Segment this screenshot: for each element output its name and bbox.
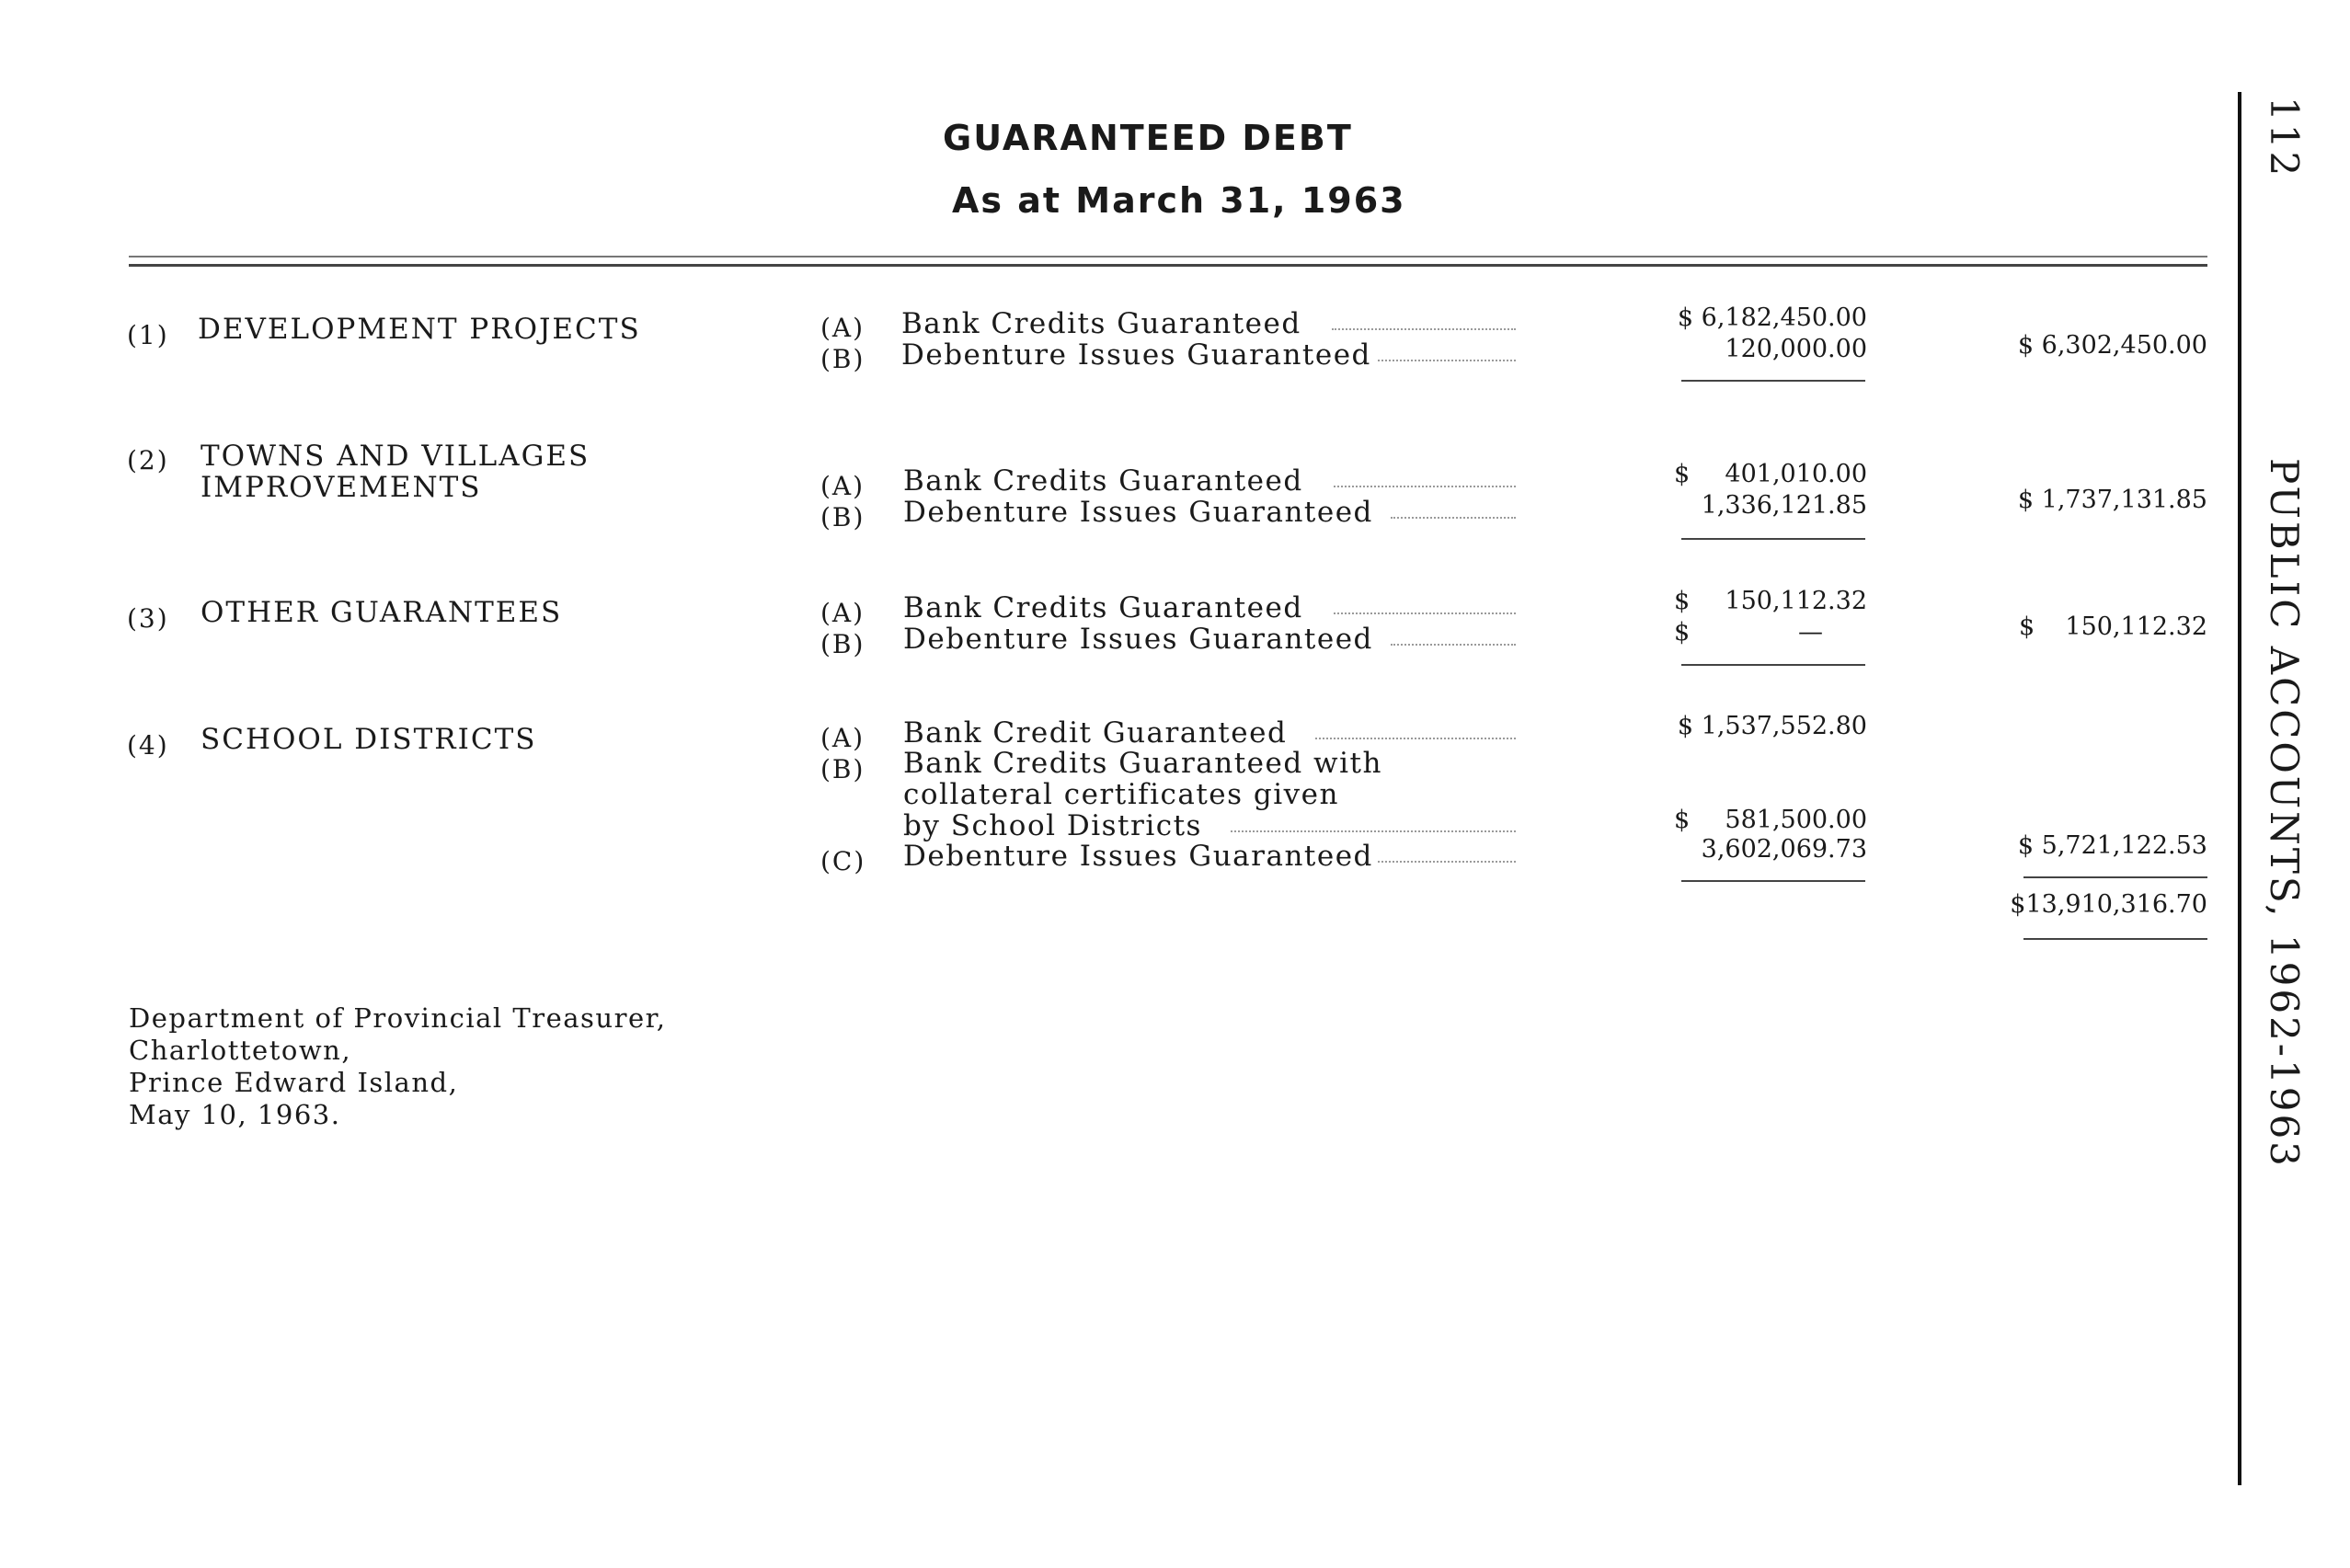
section-2-name-line1: TOWNS AND VILLAGES (201, 440, 590, 473)
item-text: Bank Credit Guaranteed (903, 716, 1288, 750)
section-1-number: (1) (127, 320, 169, 350)
item-amount: 1,336,121.85 (1701, 491, 1867, 520)
leader-dots (1231, 830, 1516, 832)
grand-total-rule-bottom (2023, 938, 2207, 940)
leader-dots (1391, 644, 1516, 646)
subtotal-rule (1681, 664, 1865, 666)
header-rule-top (129, 256, 2207, 258)
item-text: Debenture Issues Guaranteed (901, 338, 1371, 372)
item-amount: 3,602,069.73 (1701, 835, 1867, 864)
section-3-number: (3) (127, 603, 169, 634)
item-amount: 120,000.00 (1725, 335, 1867, 363)
item-label: (B) (820, 502, 865, 532)
item-amount: 150,112.32 (1725, 587, 1867, 615)
item-label: (B) (820, 754, 865, 784)
item-text: Debenture Issues Guaranteed (903, 623, 1373, 656)
item-text-line3: by School Districts (903, 809, 1202, 842)
item-label: (A) (820, 598, 865, 628)
item-text-line1: Bank Credits Guaranteed with (903, 747, 1382, 780)
section-1-name: DEVELOPMENT PROJECTS (198, 313, 641, 346)
footer-line-1: Department of Provincial Treasurer, (129, 1002, 667, 1034)
subtotal-rule (1681, 380, 1865, 382)
page-number: 112 (2262, 97, 2307, 179)
item-amount-sign: $ (1674, 806, 1691, 834)
leader-dots (1334, 612, 1516, 614)
item-text: Bank Credits Guaranteed (903, 464, 1303, 498)
section-total: $ 5,721,122.53 (2017, 831, 2207, 860)
item-amount-sign: $ (1674, 460, 1691, 488)
leader-dots (1315, 738, 1516, 739)
item-label: (A) (820, 471, 865, 501)
leader-dots (1334, 486, 1516, 487)
section-total: $ 6,302,450.00 (2017, 331, 2207, 360)
item-label: (B) (820, 629, 865, 659)
running-title: PUBLIC ACCOUNTS, 1962-1963 (2262, 458, 2307, 1169)
margin-rule (2238, 92, 2241, 1485)
grand-total-rule-top (2023, 876, 2207, 878)
footer-line-4: May 10, 1963. (129, 1099, 341, 1130)
item-text: Debenture Issues Guaranteed (903, 496, 1373, 529)
page-subtitle: As at March 31, 1963 (952, 180, 1406, 221)
section-total: 150,112.32 (2065, 612, 2207, 641)
section-4-name: SCHOOL DISTRICTS (201, 723, 537, 756)
item-label: (C) (820, 846, 866, 876)
item-text-line2: collateral certificates given (903, 778, 1339, 811)
footer-line-3: Prince Edward Island, (129, 1067, 459, 1098)
item-text: Bank Credits Guaranteed (903, 591, 1303, 624)
leader-dots (1332, 328, 1516, 330)
section-2-number: (2) (127, 445, 169, 475)
subtotal-rule (1681, 880, 1865, 882)
item-amount: $ 1,537,552.80 (1677, 712, 1867, 740)
item-amount-sign: $ (1674, 587, 1691, 615)
section-total: $ 1,737,131.85 (2017, 486, 2207, 514)
item-amount-sign: $ (1674, 618, 1691, 647)
leader-dots (1378, 360, 1516, 361)
leader-dots (1391, 517, 1516, 519)
item-text: Bank Credits Guaranteed (901, 307, 1301, 340)
footer-line-2: Charlottetown, (129, 1035, 352, 1066)
section-total-sign: $ (2019, 612, 2035, 641)
grand-total: $13,910,316.70 (2010, 890, 2207, 919)
subtotal-rule (1681, 538, 1865, 540)
item-label: (A) (820, 313, 865, 343)
item-label: (A) (820, 723, 865, 753)
leader-dots (1378, 861, 1516, 863)
item-amount: — (1798, 618, 1823, 647)
item-amount: $ 6,182,450.00 (1677, 303, 1867, 332)
page-title: GUARANTEED DEBT (943, 118, 1353, 158)
item-amount: 581,500.00 (1725, 806, 1867, 834)
item-amount: 401,010.00 (1725, 460, 1867, 488)
item-label: (B) (820, 344, 865, 374)
section-3-name: OTHER GUARANTEES (201, 596, 563, 629)
section-2-name-line2: IMPROVEMENTS (201, 471, 482, 504)
item-text: Debenture Issues Guaranteed (903, 840, 1373, 873)
section-4-number: (4) (127, 730, 169, 761)
header-rule-bottom (129, 264, 2207, 267)
